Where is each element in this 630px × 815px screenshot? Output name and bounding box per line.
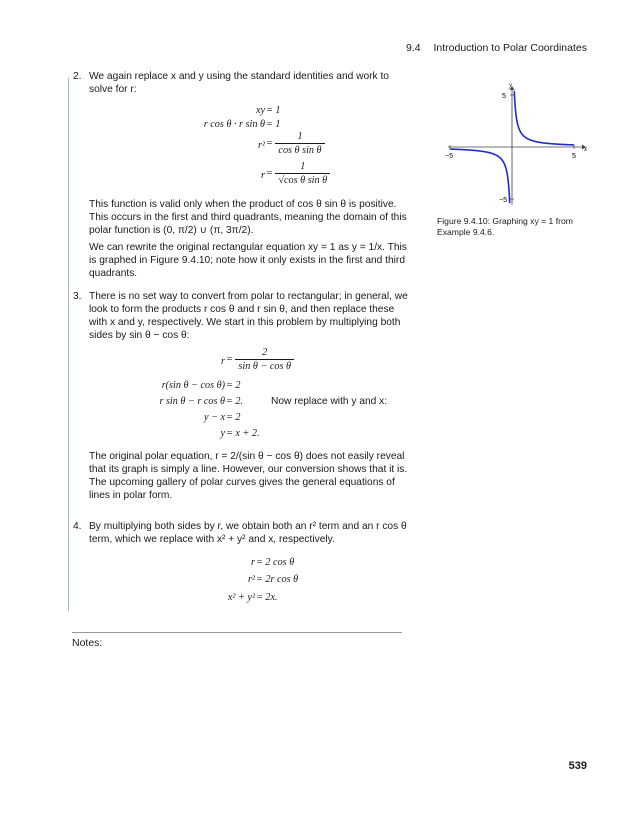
eq-lhs: r bbox=[221, 356, 225, 367]
list-item bbox=[73, 520, 408, 606]
notes-label: Notes: bbox=[72, 637, 103, 649]
curve-third-quadrant bbox=[450, 149, 510, 203]
eq-lhs: y − x bbox=[203, 412, 225, 423]
eq-lhs: r² bbox=[247, 574, 255, 585]
item-intro: There is no set way to convert from polar to rectangular; in general, we look to form the products r cos θ and r sin θ, and then replace these with x and y, respectively. We start in this problem by multiplying both sides by sin θ − cos θ: bbox=[89, 291, 408, 341]
eq-rhs: = 2x. bbox=[256, 592, 278, 603]
item-number: 2. bbox=[73, 71, 82, 82]
item-paragraph: This function is valid only when the product of cos θ sin θ is positive. This occurs in the first and third quadrants, meaning the domain of this polar function is (0, π/2) ∪ (π, 3π/2). bbox=[89, 199, 407, 236]
item-paragraph: We can rewrite the original rectangular equation xy = 1 as y = 1/x. This is graphed in Figure 9.4.10; note how it only exists in the first and third quadrants. bbox=[89, 242, 407, 279]
y-tick-label: 5 bbox=[502, 93, 506, 100]
eq-lhs: r cos θ · r sin θ bbox=[203, 119, 265, 130]
section-number: 9.4 bbox=[405, 42, 421, 54]
eq-note: Now replace with y and x: bbox=[271, 396, 388, 407]
eq-rhs: = 2 bbox=[226, 412, 241, 423]
eq-rhs: = 2. bbox=[226, 396, 244, 407]
eq-lhs: xy bbox=[255, 105, 265, 116]
eq-rhs: = $\frac{1}{\text{cos θ sin θ}}$ bbox=[266, 130, 325, 157]
eq-lhs: r² bbox=[257, 140, 265, 151]
main-column bbox=[73, 70, 408, 616]
section-title: Introduction to Polar Coordinates bbox=[433, 42, 587, 54]
eq-lhs: x² + y² bbox=[227, 592, 255, 603]
eq-rhs: = 2r cos θ bbox=[256, 574, 299, 585]
item-number: 3. bbox=[73, 291, 82, 302]
page-number: 539 bbox=[568, 760, 587, 772]
item-intro: We again replace x and y using the standard identities and work to solve for r: bbox=[89, 71, 389, 95]
fraction: $\frac{1}{\text{√cos θ sin θ}}$ bbox=[275, 160, 330, 187]
eq-lhs: r(sin θ − cos θ) bbox=[161, 380, 225, 391]
fraction: $\frac{2}{\text{sin θ − cos θ}}$ bbox=[235, 346, 294, 373]
eq-rhs: = $\frac{1}{\text{√cos θ sin θ}}$ bbox=[266, 160, 330, 187]
list-item bbox=[73, 70, 408, 280]
equation-block bbox=[89, 550, 408, 606]
y-tick-label: −5 bbox=[499, 197, 507, 204]
x-tick-label: −5 bbox=[445, 153, 453, 160]
eq-rhs: = 2 bbox=[226, 380, 241, 391]
eq-rhs: = $\frac{2}{\text{sin θ − cos θ}}$ bbox=[226, 346, 294, 373]
eq-rhs: = 2 cos θ bbox=[256, 557, 295, 568]
x-tick-label: 5 bbox=[572, 153, 576, 160]
list-item bbox=[73, 290, 408, 502]
item-intro: By multiplying both sides by r, we obtain both an r² term and an r cos θ term, which we replace with x² + y² and x, respectively. bbox=[89, 521, 407, 545]
notes-divider bbox=[72, 632, 402, 633]
figure-caption: Figure 9.4.10: Graphing xy = 1 from Example 9.4.6. bbox=[437, 216, 573, 237]
x-axis-label: x bbox=[584, 145, 588, 153]
item-number: 4. bbox=[73, 521, 82, 532]
equation-block bbox=[89, 346, 408, 446]
equation-block bbox=[89, 100, 408, 188]
eq-lhs: r sin θ − r cos θ bbox=[159, 396, 225, 407]
curve-first-quadrant bbox=[514, 91, 574, 145]
eq-lhs: r bbox=[261, 170, 265, 181]
eq-rhs: = x + 2. bbox=[226, 428, 260, 439]
eq-lhs: r bbox=[251, 557, 255, 568]
eq-lhs: y bbox=[220, 428, 225, 439]
eq-rhs: = 1 bbox=[266, 119, 281, 130]
fraction: $\frac{1}{\text{cos θ sin θ}}$ bbox=[275, 130, 324, 157]
y-axis-label: y bbox=[509, 81, 513, 89]
eq-rhs: = 1 bbox=[266, 105, 281, 116]
margin-bar bbox=[68, 78, 69, 611]
item-paragraph: The original polar equation, r = 2/(sin θ − cos θ) does not easily reveal that its graph is simply a line. However, our conversion shows that it is. The upcoming gallery of polar curves gives the general equations of lines in polar form. bbox=[89, 451, 408, 501]
running-header bbox=[406, 42, 587, 54]
hyperbola-graph bbox=[420, 80, 600, 210]
